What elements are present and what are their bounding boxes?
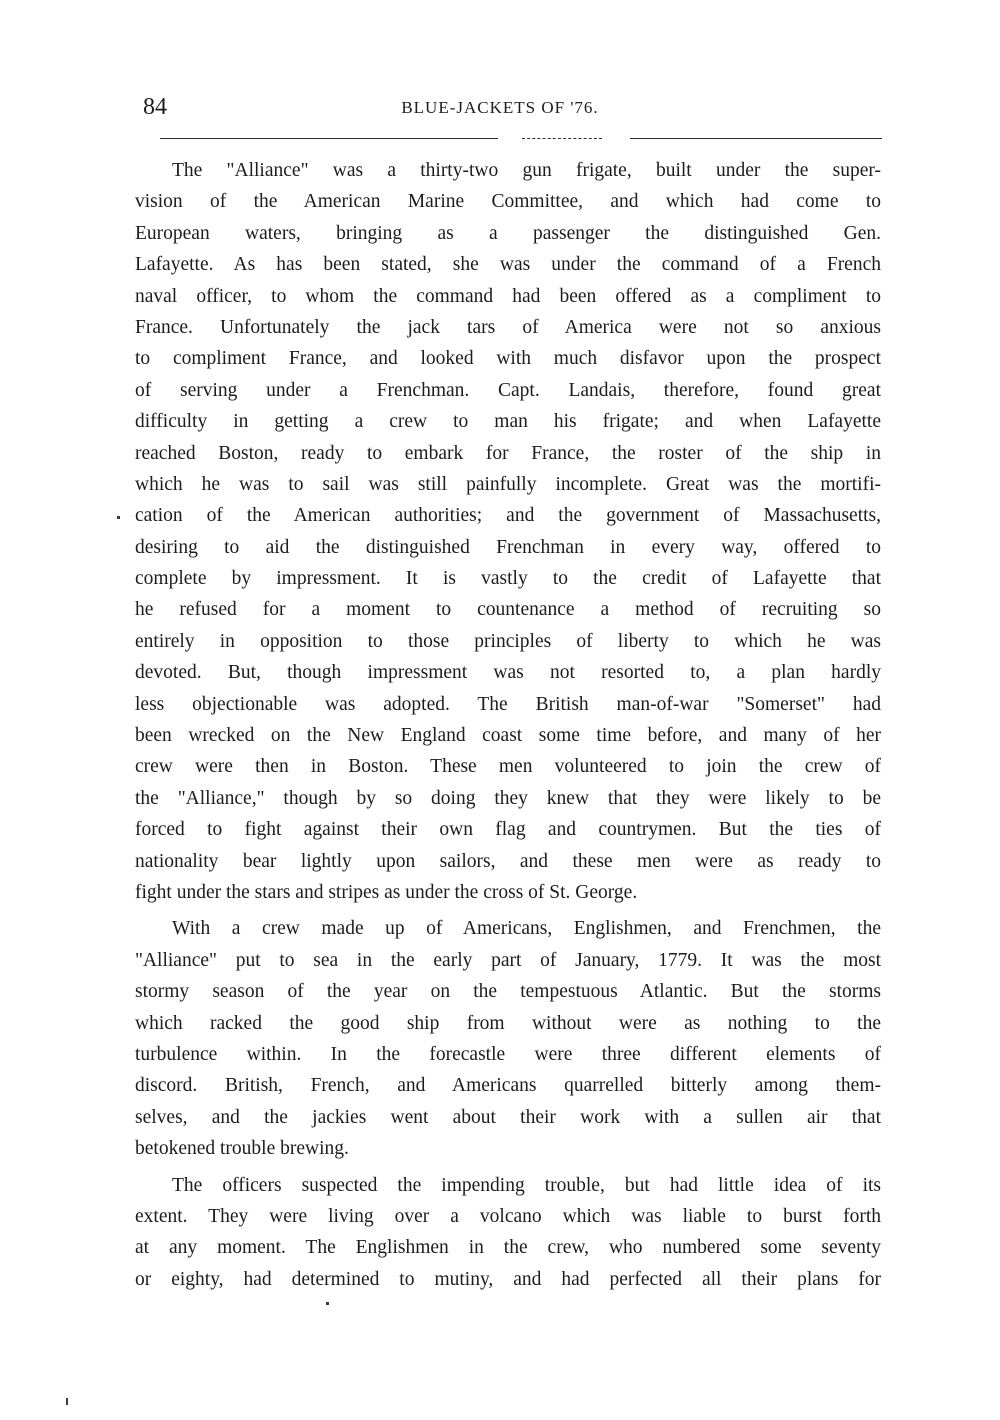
text-line: France. Unfortunately the jack tars of America were not so anxious [135,316,881,338]
text-line: entirely in opposition to those principles of liberty to which he was [135,630,881,652]
text-line: stormy season of the year on the tempestuous Atlantic. But the storms [135,981,881,1003]
text-line: he refused for a moment to countenance a method of recruiting so [135,599,881,621]
header-rule [630,138,882,139]
text-line: cation of the American authorities; and the government of Massachusetts, [135,505,881,527]
text-line: "Alliance" put to sea in the early part of January, 1779. It was the most [135,949,881,971]
text-line: selves, and the jackies went about their work with a sullen air that [135,1106,881,1128]
text-line: devoted. But, though impressment was not resorted to, a plan hardly [135,662,881,684]
print-speck [326,1302,329,1305]
header-rule [160,138,498,139]
text-line: crew were then in Boston. These men volunteered to join the crew of [135,756,881,778]
print-speck [117,516,120,519]
text-line: vision of the American Marine Committee, and which had come to [135,191,881,213]
text-line: or eighty, had determined to mutiny, and had perfected all their plans for [135,1268,881,1290]
text-line: The "Alliance" was a thirty-two gun frigate, built under the super- [172,160,881,181]
text-line: which racked the good ship from without were as nothing to the [135,1012,881,1034]
text-line: difficulty in getting a crew to man his frigate; and when Lafayette [135,411,881,433]
text-line: Lafayette. As has been stated, she was under the command of a French [135,254,881,276]
text-line: at any moment. The Englishmen in the crew, who numbered some seventy [135,1237,881,1259]
text-line: been wrecked on the New England coast some time before, and many of her [135,725,881,747]
text-line: turbulence within. In the forecastle were three different elements of [135,1043,881,1065]
text-line: naval officer, to whom the command had been offered as a compliment to [135,285,881,307]
text-line: nationality bear lightly upon sailors, and these men were as ready to [135,850,881,872]
text-line: less objectionable was adopted. The British man-of-war "Somerset" had [135,693,881,715]
page-number: 84 [143,94,167,120]
text-line: discord. British, French, and Americans quarrelled bitterly among them- [135,1075,881,1097]
text-line: With a crew made up of Americans, Englishmen, and Frenchmen, the [172,918,881,940]
text-line: complete by impressment. It is vastly to the credit of Lafayette that [135,568,881,590]
print-speck [66,1398,68,1405]
text-line: of serving under a Frenchman. Capt. Landais, therefore, found great [135,379,881,401]
text-line: European waters, bringing as a passenger the distinguished Gen. [135,222,881,244]
text-line: the "Alliance," though by so doing they knew that they were likely to be [135,787,881,809]
text-line: to compliment France, and looked with much disfavor upon the prospect [135,348,881,370]
text-line: reached Boston, ready to embark for France, the roster of the ship in [135,442,881,464]
text-line: extent. They were living over a volcano which was liable to burst forth [135,1205,881,1227]
header-rule-dashed [522,138,602,139]
text-line: desiring to aid the distinguished Frenchman in every way, offered to [135,536,881,558]
text-line: which he was to sail was still painfully incomplete. Great was the mortifi- [135,473,881,495]
text-line: fight under the stars and stripes as under the cross of St. George. [135,881,638,903]
text-line: betokened trouble brewing. [135,1138,349,1160]
body-text [135,155,881,1295]
text-line: forced to fight against their own flag and countrymen. But the ties of [135,819,881,841]
running-title: BLUE-JACKETS OF '76. [401,98,599,117]
text-line: The officers suspected the impending trouble, but had little idea of its [172,1174,881,1196]
